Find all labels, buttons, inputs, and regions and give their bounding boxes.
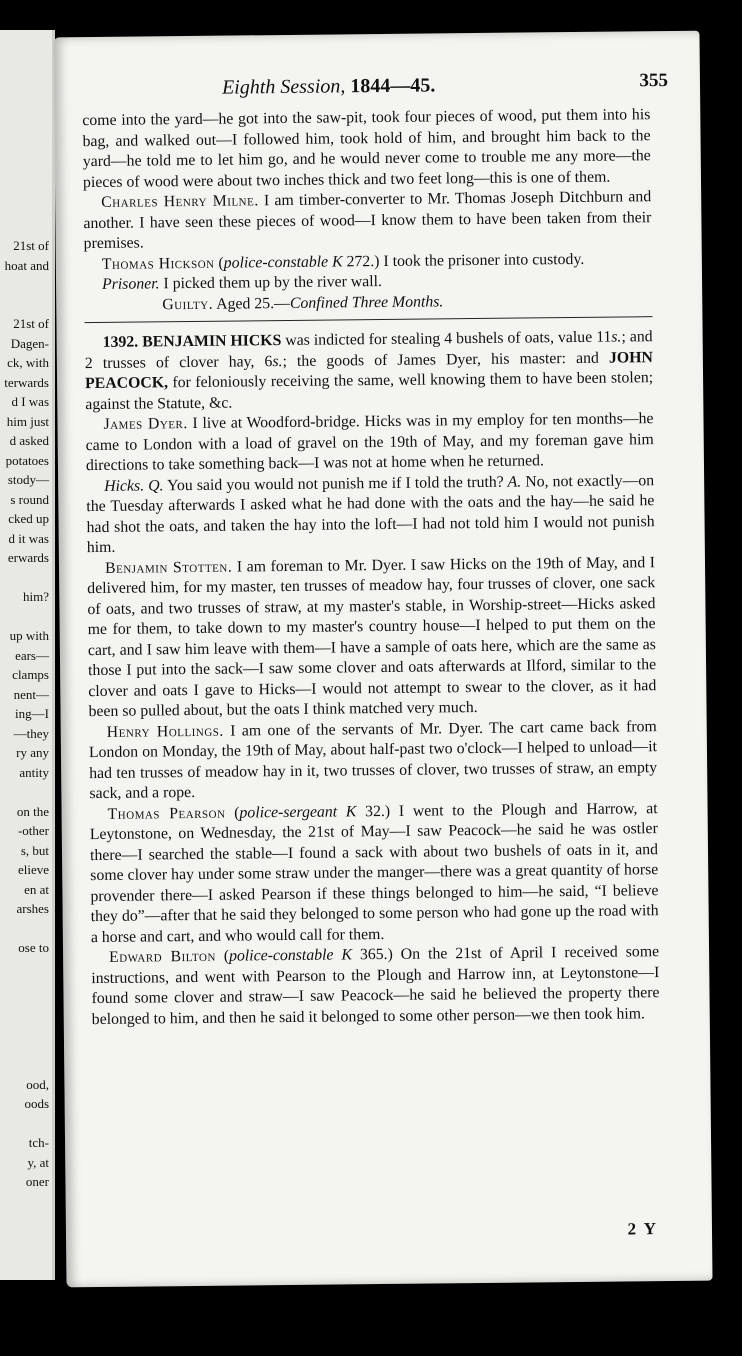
margin-fragment: y, at: [27, 1154, 49, 1170]
margin-fragment: elieve: [17, 862, 49, 877]
testimony-paragraph: Edward Bilton (police-constable K 365.) On the 21st of April I received some instructions, and went with Pearson to the Plough and Harrow inn, at Leytonstone—I found some clover and straw—I saw Peacock—he said he believed the property there belonged to him, and then he said it belonged to some other person—we then took him.: [91, 943, 660, 1028]
margin-fragment: up with: [9, 628, 49, 643]
margin-fragment: s round: [10, 491, 49, 507]
witness-name: Benjamin Stotten.: [104, 558, 233, 577]
page-number: 355: [639, 69, 669, 92]
page-content: [82, 69, 669, 1239]
witness-name: James Dyer.: [103, 415, 188, 433]
margin-fragment: cked up: [8, 511, 49, 526]
margin-fragment: oods: [24, 1096, 49, 1111]
verdict-line: Guilty. Aged 25.—Confined Three Months.: [162, 292, 444, 313]
testimony-paragraph: come into the yard—he got into the saw-pit, took four pieces of wood, put them into his bag, and walked out—I followed him, took hold of him, and brought him back to the yard—he told me to let him go, and he would never come to trouble me any more—the pieces of wood were about two inches thick and two feet long—this is one of them.: [82, 106, 651, 191]
margin-fragment: -other: [17, 823, 49, 838]
margin-fragment: erwards: [7, 550, 49, 565]
margin-fragment: him?: [23, 589, 49, 604]
testimony-paragraph: Hicks. Q. You said you would not punish me if I told the truth? A. No, not exactly—on the Tuesday afterwards I asked what he had done with the oats and the hay—he said he had shot the oats, and taken the hay into the loft—I had not told him I would not punish him.: [86, 471, 655, 557]
margin-fragment: ing—I: [15, 706, 49, 721]
margin-fragment: him just: [6, 413, 49, 429]
margin-fragment: clamps: [12, 667, 49, 682]
margin-fragment: ose to: [18, 940, 49, 955]
case-number: 1392.: [102, 333, 139, 351]
margin-fragment: nent—: [13, 686, 49, 702]
session-title: Eighth Session, 1844—45.: [221, 74, 436, 99]
witness-name: Henry Hollings.: [106, 722, 224, 741]
margin-fragment: Dagen-: [10, 335, 49, 351]
margin-fragment: d it was: [8, 530, 49, 546]
prisoner-label: Prisoner.: [101, 275, 160, 293]
prisoner-statement: Prisoner. I picked them up by the river wall.: [101, 272, 383, 293]
margin-fragment: stody—: [7, 472, 49, 487]
prisoner-label: Hicks.: [104, 476, 145, 495]
margin-fragment: hoat and: [4, 257, 49, 273]
margin-fragment: 21st of: [13, 316, 49, 331]
testimony-paragraph: Benjamin Stotten. I am foreman to Mr. Dyer. I saw Hicks on the 19th of May, and I delivered him, for my master, ten trusses of meadow hay, four trusses of clover, one sack of oats, and two trusses of straw, at my master's stable, in Worship-street—Hicks asked me for them, to take down to my master's country house—I helped to put them on the cart, and I saw him leave with them—I have a sample of oats here, which are the same as those I put into the sack—I saw some clover and oats afterwards at Ilford, similar to the clover and oats I gave to Hicks—I would not attempt to swear to the clover, as it had been so pulled about, but the oats I think matched very much.: [87, 553, 657, 721]
testimony-paragraph: Charles Henry Milne. I am timber-converter to Mr. Thomas Joseph Ditchburn and another. I have seen these pieces of wood—I know them to have been taken from their premises.: [83, 188, 652, 253]
margin-fragment: arshes: [16, 901, 49, 916]
margin-fragment: ck, with: [7, 355, 49, 370]
margin-fragment: —they: [13, 725, 49, 741]
margin-fragment: 21st of: [13, 238, 49, 253]
defendant-name: BENJAMIN HICKS: [142, 332, 282, 351]
margin-fragment: antity: [19, 764, 49, 780]
margin-fragment: en at: [24, 881, 49, 897]
margin-fragment: ears—: [15, 647, 49, 663]
witness-name: Thomas Pearson: [107, 804, 226, 823]
margin-fragment: potatoes: [5, 452, 49, 468]
testimony-paragraph: Thomas Hickson (police-constable K 272.) I took the prisoner into custody.: [101, 250, 585, 273]
running-header: [82, 69, 669, 107]
facing-page: [0, 0, 62, 1356]
margin-fragment: ry any: [16, 745, 49, 760]
book-page: [53, 31, 712, 1288]
margin-fragment: ood,: [26, 1076, 49, 1092]
facing-page-margin-text: [0, 30, 55, 1280]
testimony-paragraph: Thomas Pearson (police-sergeant K 32.) I went to the Plough and Harrow, at Leytonstone, on Wednesday, the 21st of May—I saw Peacock—he said he was ostler there—I searched the stable—I found a sack with about two bushels of oats in it, and some clover hay under some straw under the manger—there was a great quantity of horse provender there—I asked Pearson if these things belonged to him—he said, “I believe they do”—after that he said they belonged to some person who had gone up the road with a horse and cart, and who would call for them.: [89, 799, 659, 946]
margin-fragment: d I was: [11, 394, 49, 409]
testimony-paragraph: Henry Hollings. I am one of the servants of Mr. Dyer. The cart came back from London on Monday, the 19th of May, about half-past two o'clock—I helped to unload—it had ten trusses of meadow hay in it, two trusses of clover, two trusses of straw, an empty sack, and a rope.: [88, 717, 658, 803]
case-divider: [84, 316, 652, 323]
indictment-paragraph: 1392. BENJAMIN HICKS was indicted for stealing 4 bushels of oats, value 11s.; and 2 trusses of clover hay, 6s.; the goods of James Dyer, his master: and JOHN PEACOCK, for feloniously receiving the same, well knowing them to have been stolen; against the Statute, &c.: [84, 328, 654, 413]
margin-fragment: on the: [16, 803, 49, 819]
witness-name: Edward Bilton: [109, 947, 216, 966]
testimony-paragraph: James Dyer. I live at Woodford-bridge. Hicks was in my employ for ten months—he came to London with a load of gravel on the 19th of May, and my foreman gave him directions to take something back—I was not at home when he returned.: [85, 410, 654, 475]
witness-name: Charles Henry Milne.: [101, 192, 259, 211]
margin-fragment: s, but: [20, 842, 49, 858]
margin-fragment: tch-: [28, 1135, 49, 1150]
margin-fragment: d asked: [9, 433, 49, 448]
signature-mark: 2 Y: [627, 1219, 659, 1239]
margin-fragment: terwards: [4, 374, 49, 390]
defendant-name: JOHN PEACOCK,: [85, 348, 653, 393]
witness-name: Thomas Hickson: [101, 254, 215, 273]
margin-fragment: oner: [25, 1174, 49, 1189]
